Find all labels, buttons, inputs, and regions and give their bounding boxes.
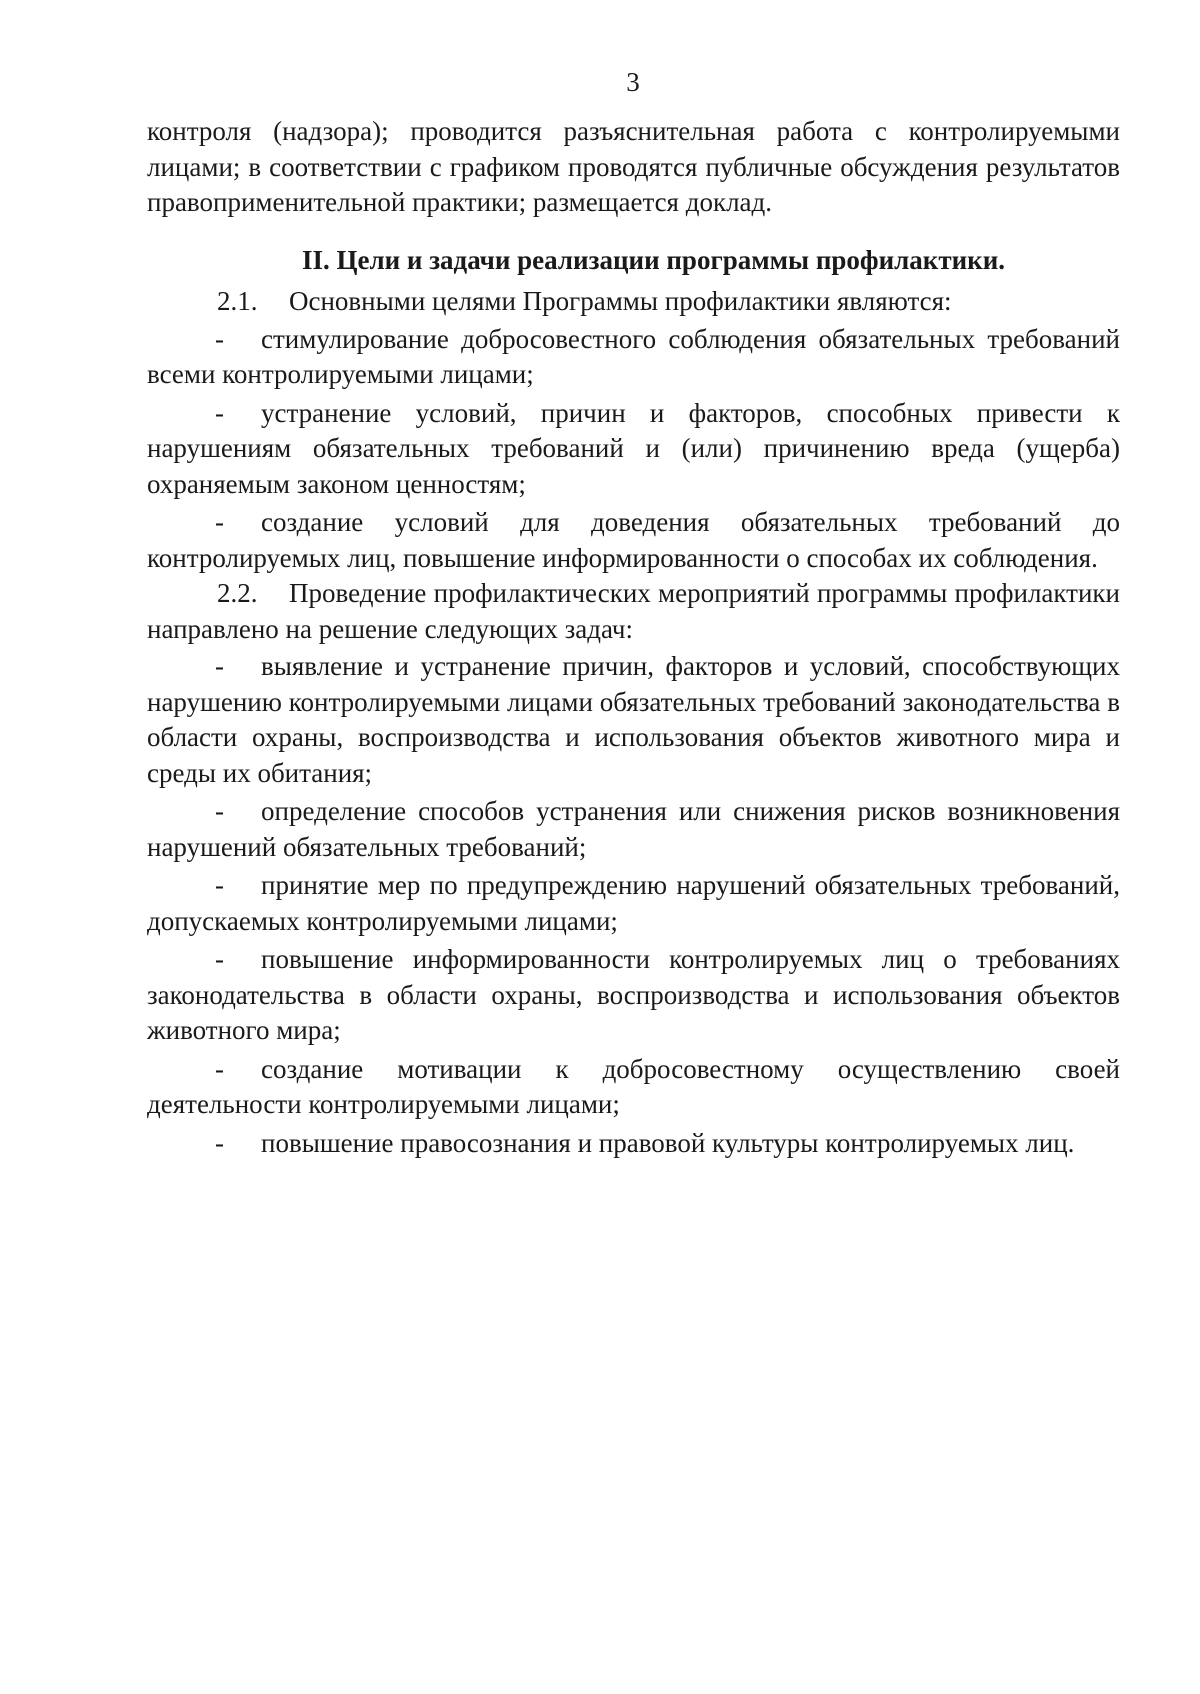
clause-number: 2.1. [217, 286, 258, 316]
list-item-text: стимулирование добросовестного соблюдения обязательных требований всеми контролируемыми лицами; [147, 323, 1120, 389]
list-item-text: создание условий для доведения обязательных требований до контролируемых лиц, повышение информированности о способах их соблюдения. [147, 507, 1120, 573]
list-dash: - [215, 323, 224, 354]
list-item [147, 868, 1120, 939]
clause-2-2 [147, 576, 1120, 647]
list-dash: - [215, 944, 224, 974]
clause-text: Проведение профилактических мероприятий программы профилактики направлено на решение следующих задач: [147, 578, 1120, 644]
list-dash: - [215, 507, 224, 537]
document-body [147, 114, 1120, 1164]
list-dash: - [215, 796, 224, 826]
clause-number: 2.2. [217, 578, 258, 608]
list-item [147, 1126, 1120, 1162]
list-dash: - [215, 1053, 224, 1084]
list-dash: - [215, 1127, 224, 1158]
list-item-text: определение способов устранения или снижения рисков возникновения нарушений обязательных требований; [147, 796, 1120, 862]
clause-text: Основными целями Программы профилактики являются: [289, 286, 952, 316]
list-dash: - [215, 870, 224, 900]
list-dash: - [215, 651, 224, 681]
list-item [147, 505, 1120, 576]
list-item [147, 322, 1120, 393]
list-item [147, 396, 1120, 503]
list-item [147, 649, 1120, 791]
list-item [147, 942, 1120, 1049]
list-item-text: создание мотивации к добросовестному осуществлению своей деятельности контролируемыми лицами; [147, 1053, 1120, 1119]
list-item-text: повышение информированности контролируемых лиц о требованиях законодательства в области охраны, воспроизводства и использования объектов животного мира; [147, 944, 1120, 1045]
clause-2-1 [147, 284, 1120, 320]
list-item-text: выявление и устранение причин, факторов и условий, способствующих нарушению контролируемыми лицами обязательных требований законодательства в области охраны, воспроизводства и использования объектов животного мира и среды их обитания; [147, 651, 1120, 788]
list-item-text: принятие мер по предупреждению нарушений обязательных требований, допускаемых контролируемыми лицами; [147, 870, 1120, 936]
intro-paragraph: контроля (надзора); проводится разъяснительная работа с контролируемыми лицами; в соответствии с графиком проводятся публичные обсуждения результатов правоприменительной практики; размещается доклад. [147, 116, 1120, 217]
page-number: 3 [626, 67, 640, 97]
section-heading: II. Цели и задачи реализации программы профилактики. [301, 244, 1006, 275]
list-item [147, 1052, 1120, 1123]
list-item-text: повышение правосознания и правовой культуры контролируемых лиц. [261, 1127, 1075, 1158]
list-item-text: устранение условий, причин и факторов, способных привести к нарушениям обязательных требований и (или) причинению вреда (ущерба) охраняемым законом ценностям; [147, 397, 1120, 499]
list-dash: - [215, 397, 224, 428]
list-item [147, 794, 1120, 865]
